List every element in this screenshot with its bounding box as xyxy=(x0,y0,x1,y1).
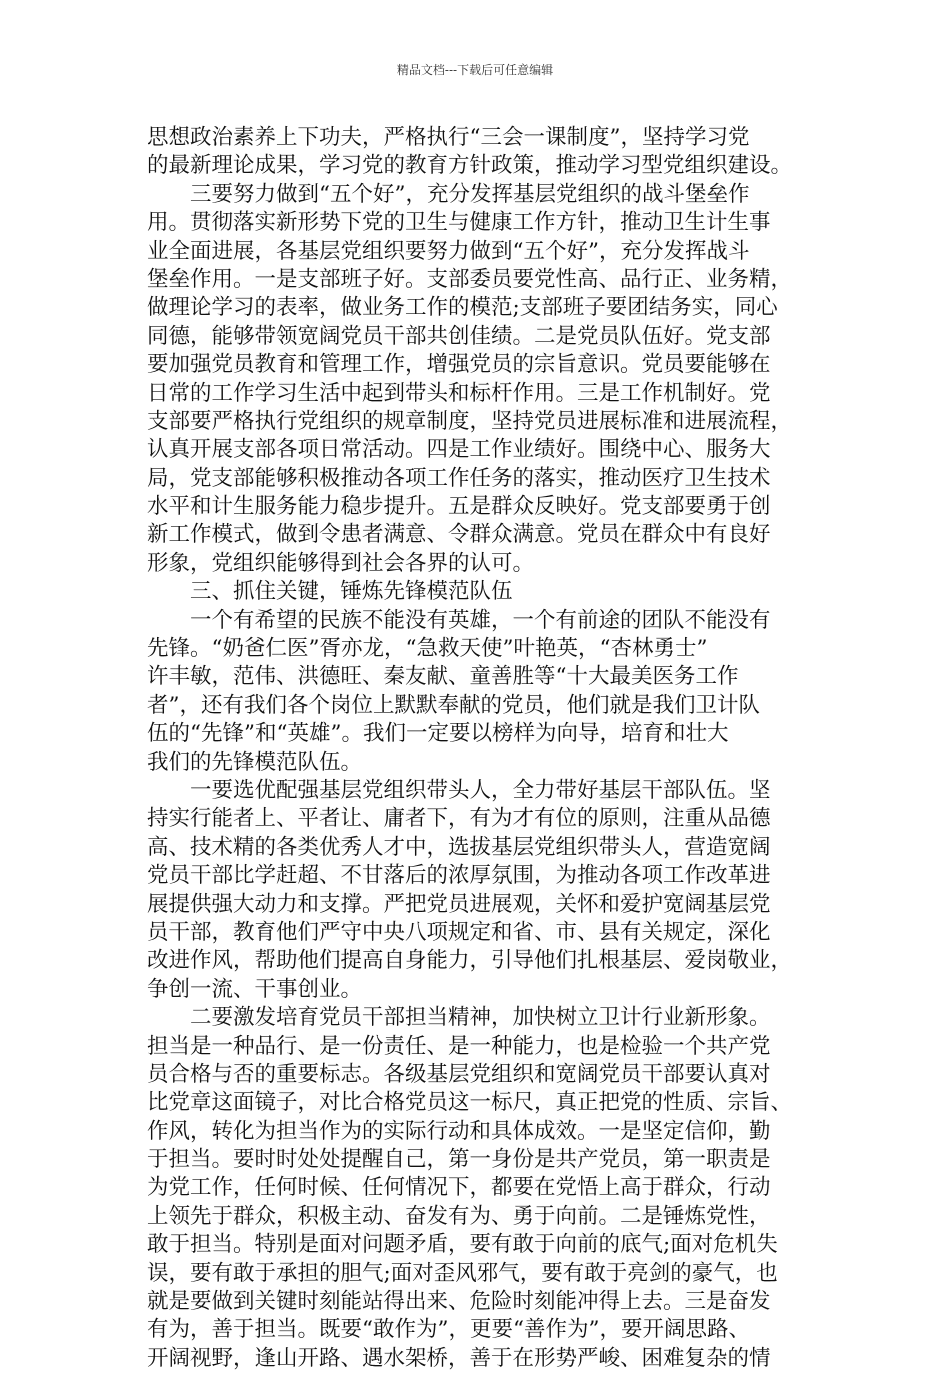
text-line: 先锋。“奶爸仁医”胥亦龙，“急救天使”叶艳英，“杏林勇士” xyxy=(147,636,708,662)
text-line: 许丰敏，范伟、洪德旺、秦友献、童善胜等“十大最美医务工作 xyxy=(147,664,739,690)
text-line: 持实行能者上、平者让、庸者下，有为才有位的原则，注重从品德 xyxy=(147,806,771,832)
text-line: 担当是一种品行、是一份责任、是一种能力，也是检验一个共产党 xyxy=(147,1033,771,1059)
text-line: 要加强党员教育和管理工作，增强党员的宗旨意识。党员要能够在 xyxy=(147,352,771,378)
text-line: 二要激发培育党员干部担当精神，加快树立卫计行业新形象。 xyxy=(147,1005,771,1031)
text-line: 高、技术精的各类优秀人才中，选拔基层党组织带头人，营造宽阔 xyxy=(147,834,771,860)
text-line: 新工作模式，做到令患者满意、令群众满意。党员在群众中有良好 xyxy=(147,522,771,548)
text-line: 有为，善于担当。既要“敢作为”，更要“善作为”，要开阔思路、 xyxy=(147,1317,750,1343)
text-line: 支部要严格执行党组织的规章制度，坚持党员进展标准和进展流程， xyxy=(147,408,793,434)
text-line: 日常的工作学习生活中起到带头和标杆作用。三是工作机制好。党 xyxy=(147,380,771,406)
text-line: 展提供强大动力和支撑。严把党员进展观，关怀和爱护宽阔基层党 xyxy=(147,891,771,917)
text-line: 员干部，教育他们严守中央八项规定和省、市、县有关规定，深化 xyxy=(147,919,771,945)
text-line: 一要选优配强基层党组织带头人，全力带好基层干部队伍。坚 xyxy=(147,777,771,803)
text-line: 形象，党组织能够得到社会各界的认可。 xyxy=(147,550,535,576)
text-line: 误，要有敢于承担的胆气;面对歪风邪气，要有敢于亮剑的豪气，也 xyxy=(147,1260,778,1286)
text-line: 业全面进展，各基层党组织要努力做到“五个好”，充分发挥战斗 xyxy=(147,238,750,264)
text-line: 一个有希望的民族不能没有英雄，一个有前途的团队不能没有 xyxy=(147,607,771,633)
text-line: 就是要做到关键时刻能站得出来、危险时刻能冲得上去。三是奋发 xyxy=(147,1289,771,1315)
page-header: 精品文档---下载后可任意编辑 xyxy=(396,63,554,77)
text-line: 做理论学习的表率，做业务工作的模范;支部班子要团结务实，同心 xyxy=(147,295,778,321)
text-line: 伍的“先锋”和“英雄”。我们一定要以榜样为向导，培育和壮大 xyxy=(147,721,729,747)
text-line: 认真开展支部各项日常活动。四是工作业绩好。围绕中心、服务大 xyxy=(147,437,771,463)
text-line: 我们的先锋模范队伍。 xyxy=(147,749,363,775)
text-line: 作风，转化为担当作为的实际行动和具体成效。一是坚定信仰，勤 xyxy=(147,1118,771,1144)
text-line: 开阔视野，逢山开路、遇水架桥，善于在形势严峻、困难复杂的情 xyxy=(147,1345,771,1371)
text-line: 比党章这面镜子，对比合格党员这一标尺，真正把党的性质、宗旨、 xyxy=(147,1090,793,1116)
document-body xyxy=(147,124,807,1373)
text-line: 争创一流、干事创业。 xyxy=(147,976,363,1002)
text-line: 于担当。要时时处处提醒自己，第一身份是共产党员，第一职责是 xyxy=(147,1147,771,1173)
text-line: 局，党支部能够积极推动各项工作任务的落实，推动医疗卫生技术 xyxy=(147,465,771,491)
text-line: 用。贯彻落实新形势下党的卫生与健康工作方针，推动卫生计生事 xyxy=(147,210,771,236)
text-line: 为党工作，任何时候、任何情况下，都要在党悟上高于群众，行动 xyxy=(147,1175,771,1201)
text-line: 堡垒作用。一是支部班子好。支部委员要党性高、品行正、业务精， xyxy=(147,266,793,292)
text-line: 水平和计生服务能力稳步提升。五是群众反映好。党支部要勇于创 xyxy=(147,494,771,520)
text-line: 同德，能够带领宽阔党员干部共创佳绩。二是党员队伍好。党支部 xyxy=(147,323,771,349)
text-line: 党员干部比学赶超、不甘落后的浓厚氛围，为推动各项工作改革进 xyxy=(147,863,771,889)
text-line: 者”，还有我们各个岗位上默默奉献的党员，他们就是我们卫计队 xyxy=(147,692,760,718)
text-line: 上领先于群众，积极主动、奋发有为、勇于向前。二是锤炼党性， xyxy=(147,1203,771,1229)
text-line: 改进作风，帮助他们提高自身能力，引导他们扎根基层、爱岗敬业， xyxy=(147,948,793,974)
text-line: 敢于担当。特别是面对问题矛盾，要有敢于向前的底气;面对危机失 xyxy=(147,1232,778,1258)
text-line: 思想政治素养上下功夫，严格执行“三会一课制度”，坚持学习党 xyxy=(147,125,750,150)
text-line: 三要努力做到“五个好”，充分发挥基层党组织的战斗堡垒作 xyxy=(147,181,750,207)
text-line: 的最新理论成果，学习党的教育方针政策，推动学习型党组织建设。 xyxy=(147,153,793,179)
text-line: 员合格与否的重要标志。各级基层党组织和宽阔党员干部要认真对 xyxy=(147,1061,771,1087)
section-heading: 三、抓住关键，锤炼先锋模范队伍 xyxy=(147,579,513,605)
